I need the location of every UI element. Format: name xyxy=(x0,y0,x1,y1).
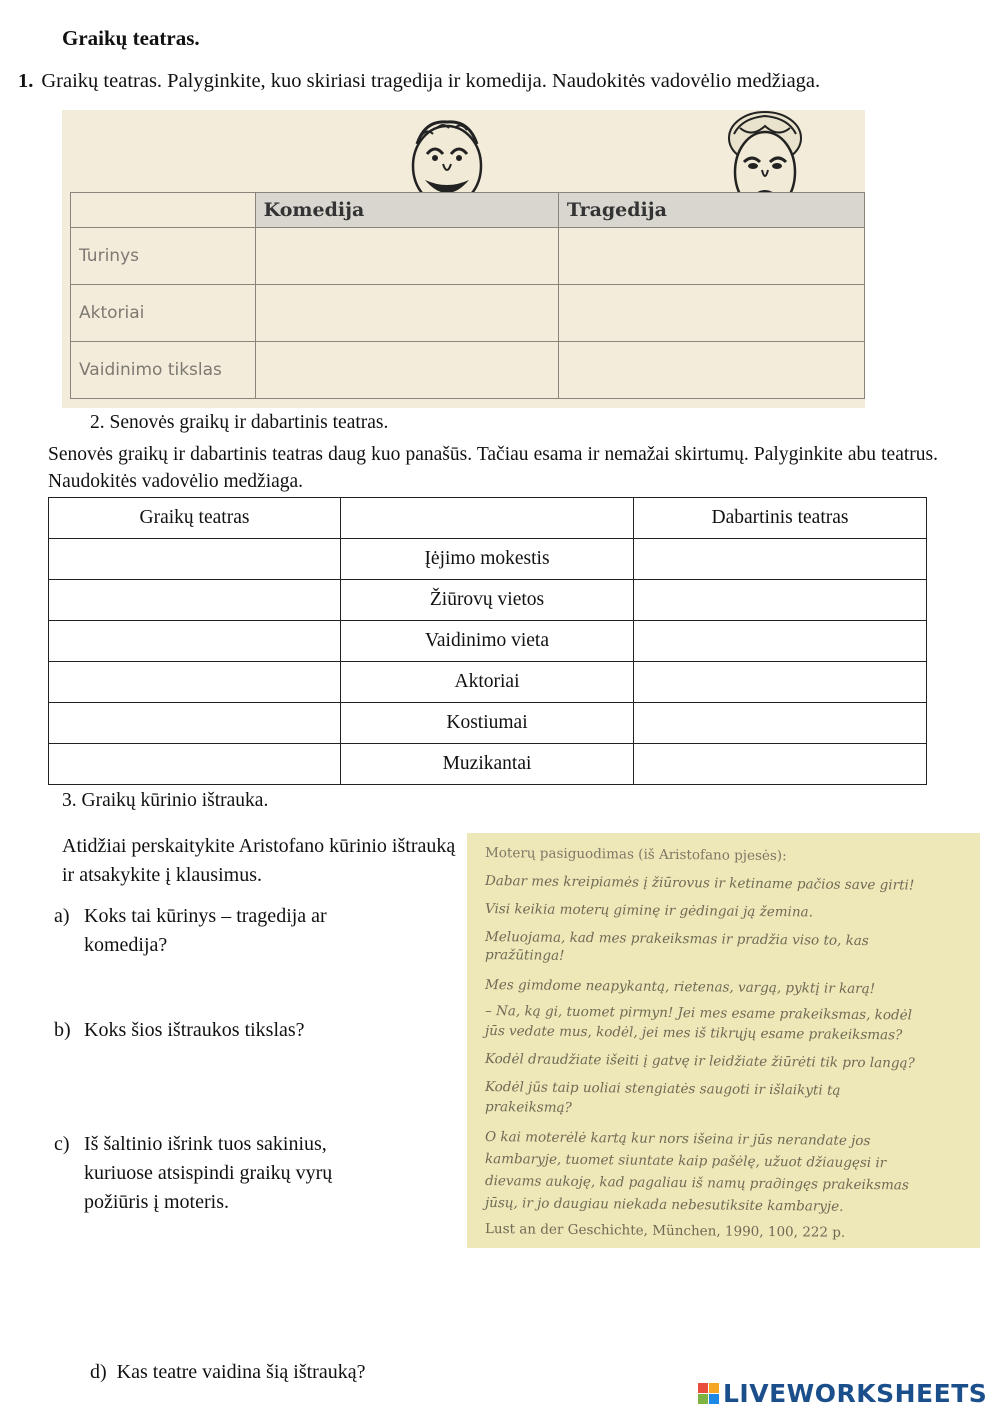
source-heading: Moterų pasiguodimas (iš Aristofano pjesės): xyxy=(484,845,787,865)
question-b xyxy=(54,1016,384,1045)
source-line: Dabar mes kreipiamės į žiūrovus ir ketiname pačios save girti! xyxy=(484,873,915,894)
liveworksheets-logo-icon xyxy=(698,1383,719,1404)
table-header-row xyxy=(71,193,865,228)
answer-cell[interactable] xyxy=(49,621,341,662)
header-dabartinis-teatras: Dabartinis teatras xyxy=(634,498,927,539)
source-line: jūsų, ir jo daugiau niekada nebesutiksite kambaryje. xyxy=(484,1195,844,1215)
source-line: Kodėl jūs taip uoliai stengiatės saugoti ir išlaikyti tą xyxy=(484,1079,841,1099)
row-label: Vaidinimo tikslas xyxy=(71,342,256,399)
question-3-intro: Atidžiai perskaitykite Aristofano kūrinio ištrauką ir atsakykite į klausimus. xyxy=(62,835,456,886)
answer-cell[interactable] xyxy=(634,703,927,744)
table-row xyxy=(49,744,927,785)
question-label: d) xyxy=(90,1361,107,1383)
answer-cell[interactable] xyxy=(49,703,341,744)
table-row xyxy=(49,703,927,744)
source-line: Mes gimdome neapykantą, rietenas, vargą, pyktį ir karą! xyxy=(484,977,876,998)
row-label: Turinys xyxy=(71,228,256,285)
answer-cell[interactable] xyxy=(634,662,927,703)
liveworksheets-logo xyxy=(698,1379,987,1408)
header-komedija: Komedija xyxy=(255,193,558,228)
answer-cell[interactable] xyxy=(255,285,558,342)
header-graiku-teatras: Graikų teatras xyxy=(49,498,341,539)
question-c xyxy=(54,1130,384,1217)
question-2-paragraph: Senovės graikų ir dabartinis teatras daug kuo panašūs. Tačiau esama ir nemažai skirtumų. Palyginkite abu teatrus. Naudokitės vadovėlio medžiaga. xyxy=(48,444,938,492)
row-label: Aktoriai xyxy=(71,285,256,342)
logo-text: LIVEWORKSHEETS xyxy=(723,1379,988,1408)
question-text: Kas teatre vaidina šią ištrauką? xyxy=(116,1361,366,1383)
header-tragedija: Tragedija xyxy=(558,193,864,228)
question-3-heading: 3. Graikų kūrinio ištrauka. xyxy=(62,790,269,811)
source-text-photo xyxy=(467,833,980,1248)
answer-cell[interactable] xyxy=(49,744,341,785)
answer-cell[interactable] xyxy=(634,539,927,580)
table-row xyxy=(49,539,927,580)
comparison-photo xyxy=(62,110,865,408)
table-row xyxy=(49,580,927,621)
question-label: a) xyxy=(54,905,70,927)
source-line: O kai moterėlė kartą kur nors išeina ir jūs nerandate jos xyxy=(484,1129,871,1150)
source-line: jūs vedate mus, kodėl, jei mes iš tikrųjų esame prakeiksmas? xyxy=(484,1023,903,1044)
question-1-text: Graikų teatras. Palyginkite, kuo skiriasi tragedija ir komedija. Naudokitės vadovėlio medžiaga. xyxy=(41,70,821,92)
question-text: Koks šios ištraukos tikslas? xyxy=(84,1019,305,1041)
table-row xyxy=(71,285,865,342)
answer-cell[interactable] xyxy=(255,342,558,399)
source-line: kambaryje, tuomet siuntate kaip pašėlę, užuot džiaugęsi ir xyxy=(484,1151,887,1172)
answer-cell[interactable] xyxy=(558,342,864,399)
source-line: prakeiksmą? xyxy=(484,1099,572,1116)
question-label: b) xyxy=(54,1019,71,1041)
header-empty xyxy=(341,498,634,539)
row-label: Vaidinimo vieta xyxy=(341,621,634,662)
table-row xyxy=(71,228,865,285)
comedy-tragedy-table xyxy=(70,192,865,399)
source-line: dievams aukoję, kad pagaliau iš namų prадingęs prakeiksmas xyxy=(484,1173,909,1194)
source-line: – Na, ką gi, tuomet pirmyn! Jei mes esame prakeiksmas, kodėl xyxy=(484,1003,913,1024)
answer-cell[interactable] xyxy=(558,228,864,285)
answer-cell[interactable] xyxy=(49,580,341,621)
question-1-number: 1. xyxy=(18,70,34,92)
row-label: Žiūrovų vietos xyxy=(341,580,634,621)
source-line: Visi keikia moterų giminę ir gėdingai ją žemina. xyxy=(484,901,814,921)
question-d xyxy=(90,1361,365,1384)
row-label: Aktoriai xyxy=(341,662,634,703)
table-header-row xyxy=(49,498,927,539)
question-a xyxy=(54,902,384,960)
question-label: c) xyxy=(54,1133,70,1155)
source-line: Kodėl draudžiate išeiti į gatvę ir leidžiate žiūrėti tik pro langą? xyxy=(484,1051,915,1072)
page-title: Graikų teatras. xyxy=(62,26,200,50)
answer-cell[interactable] xyxy=(634,621,927,662)
source-line: pražūtinga! xyxy=(484,947,565,964)
question-2-heading: 2. Senovės graikų ir dabartinis teatras. xyxy=(90,412,389,433)
answer-cell[interactable] xyxy=(558,285,864,342)
row-label: Kostiumai xyxy=(341,703,634,744)
row-label: Muzikantai xyxy=(341,744,634,785)
question-text: Koks tai kūrinys – tragedija ar komedija? xyxy=(84,905,327,956)
answer-cell[interactable] xyxy=(49,662,341,703)
row-label: Įėjimo mokestis xyxy=(341,539,634,580)
question-1 xyxy=(18,70,820,93)
table-row xyxy=(49,621,927,662)
table-row xyxy=(49,662,927,703)
table-row xyxy=(71,342,865,399)
answer-cell[interactable] xyxy=(49,539,341,580)
question-text: Iš šaltinio išrink tuos sakinius, kuriuose atsispindi graikų vyrų požiūris į moteris. xyxy=(84,1133,333,1213)
source-line: Meluojama, kad mes prakeiksmas ir pradžia viso to, kas xyxy=(484,929,869,950)
theatre-comparison-table xyxy=(48,497,927,785)
answer-cell[interactable] xyxy=(634,744,927,785)
source-citation: Lust an der Geschichte, München, 1990, 100, 222 p. xyxy=(484,1221,846,1241)
answer-cell[interactable] xyxy=(255,228,558,285)
answer-cell[interactable] xyxy=(634,580,927,621)
